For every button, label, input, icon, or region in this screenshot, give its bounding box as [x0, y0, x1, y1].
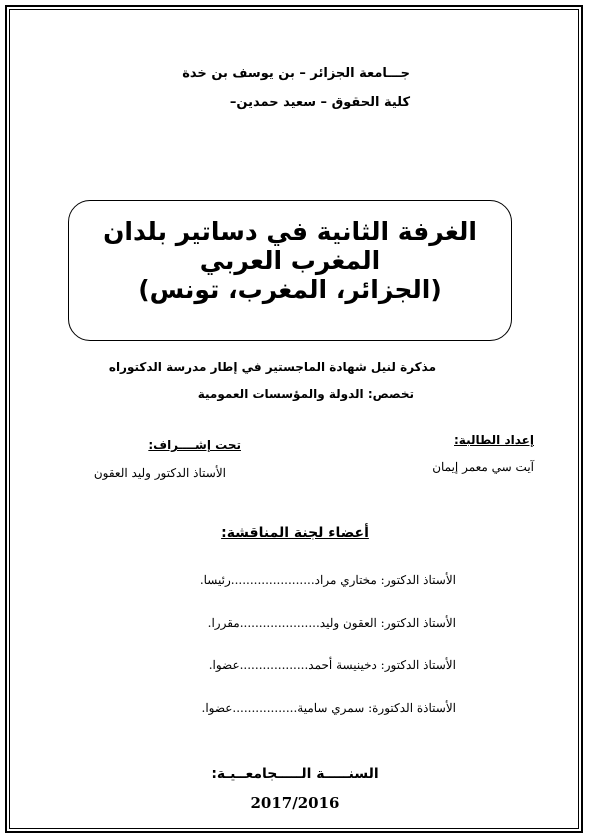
degree-statement: مذكرة لنيل شهادة الماجستير في إطار مدرسة الدكتوراه — [108, 360, 436, 374]
prepared-by-label: إعداد الطالبة: — [454, 433, 534, 447]
thesis-title-line2: (الجزائر، المغرب، تونس) — [138, 275, 442, 304]
student-name: آيت سي معمر إيمان — [432, 460, 534, 474]
specialty: تخصص: الدولة والمؤسسات العمومية — [197, 387, 414, 401]
jury-title: أعضاء لجنة المناقشة: — [221, 525, 369, 541]
supervisor-label: تحت إشــــراف: — [148, 438, 241, 452]
jury-member-rapporteur: الأستاذ الدكتور: العقون وليد.....................مقررا. — [207, 616, 456, 630]
thesis-title-box — [68, 200, 512, 341]
jury-member-examiner-2: الأستاذة الدكتورة: سمري سامية.................عضوا. — [201, 701, 456, 715]
jury-member-president: الأستاذ الدكتور: مختاري مراد......................رئيسا. — [199, 573, 456, 587]
jury-member-examiner-1: الأستاذ الدكتور: دخينيسة أحمد..................عضوا. — [208, 658, 456, 672]
academic-year-value: 2017/2016 — [250, 794, 340, 812]
supervisor-name: الأستاذ الدكتور وليد العقون — [93, 466, 226, 480]
thesis-title-line1: الغرفة الثانية في دساتير بلدان المغرب العربي — [103, 217, 477, 275]
university-name: جـــامعة الجزائر – بن يوسف بن خدة — [182, 66, 410, 81]
faculty-name: كلية الحقوق – سعيد حمدين– — [229, 95, 410, 110]
academic-year-label: السنـــــة الـــــجامعــيـة: — [211, 766, 379, 782]
